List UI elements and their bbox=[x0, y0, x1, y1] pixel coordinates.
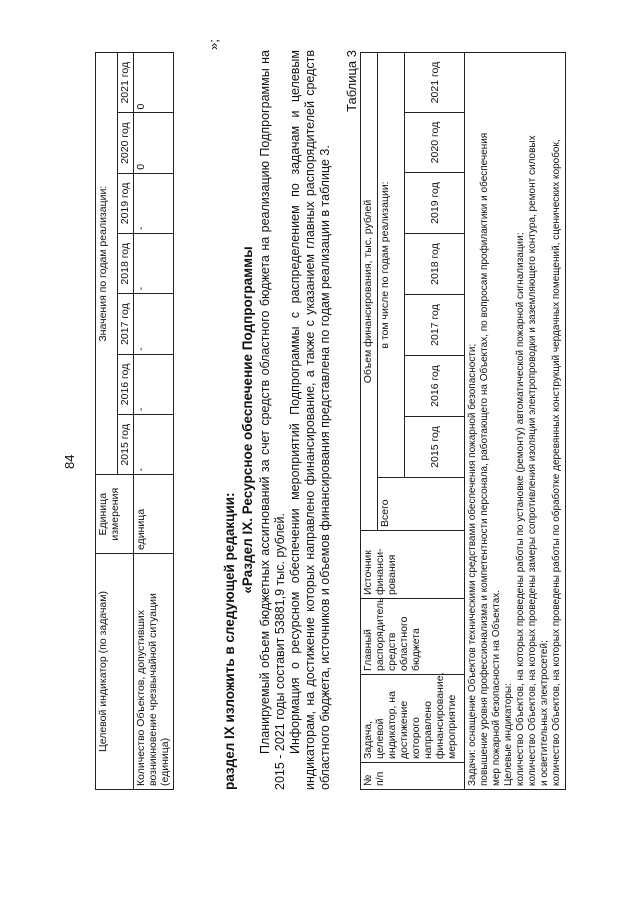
year-header: 2021 год bbox=[118, 53, 134, 113]
year-header: 2018 год bbox=[405, 234, 465, 295]
year-header: 2020 год bbox=[405, 113, 465, 173]
closing-quote: »; bbox=[206, 39, 221, 50]
tasks-cell bbox=[465, 53, 566, 790]
value-cell: - bbox=[134, 173, 174, 233]
year-header: 2016 год bbox=[118, 354, 134, 414]
value-cell: - bbox=[134, 234, 174, 294]
value-cell: 0 bbox=[134, 53, 174, 113]
year-header: 2019 год bbox=[405, 173, 465, 234]
header-incl: в том числе по годам реализации: bbox=[378, 53, 405, 478]
paragraph-info: Информация о ресурсном обеспечении мероприятий Подпрограммы с распределением по задачам и целевым индикаторам, на достижение которых направлено финансирование, а также с указанием главных распорядителей средств областного бюджета, источников и объемов финансирования представлена по годам реализации в таблице 3. bbox=[288, 50, 332, 790]
value-cell: 0 bbox=[134, 113, 174, 173]
header-source: Источник финанси-рования bbox=[361, 531, 465, 599]
paragraph-budget: Планируемый объем бюджетных ассигнований за счет средств областного бюджета на реализацию Подпрограммы на 2015 - 2021 годы составит 53881,9 тыс. рублей. bbox=[258, 50, 287, 790]
page-number: 84 bbox=[62, 454, 77, 469]
year-header: 2017 год bbox=[118, 294, 134, 354]
year-header: 2015 год bbox=[118, 415, 134, 475]
task-line: и осветительных электросетей; bbox=[539, 640, 550, 786]
header-num: № п/п bbox=[361, 763, 465, 790]
year-header: 2020 год bbox=[118, 113, 134, 173]
value-cell: - bbox=[134, 294, 174, 354]
year-header: 2021 год bbox=[405, 53, 465, 113]
header-manager: Главный распорядитель средств областного бюджета bbox=[361, 599, 465, 675]
table-label: Таблица 3 bbox=[344, 50, 359, 112]
value-cell: - bbox=[134, 354, 174, 414]
year-header: 2018 год bbox=[118, 234, 134, 294]
unit-cell: единица bbox=[134, 475, 174, 554]
year-header: 2017 год bbox=[405, 295, 465, 356]
year-header: 2019 год bbox=[118, 173, 134, 233]
header-total: Всего bbox=[378, 478, 465, 531]
indicator-cell: Количество Объектов, допустивших возникновение чрезвычайной ситуации (единица) bbox=[134, 554, 174, 790]
task-line: количество Объектов, на которых проведены замеры сопротивления изоляции электропроводки и заземляющего контура, ремонт силовых bbox=[527, 135, 538, 786]
resources-table bbox=[360, 52, 566, 790]
header-task: Задача, целевой индикатор, на достижение которого направлено финансирование, мероприятие bbox=[361, 675, 465, 763]
task-line: количество Объектов, на которых проведены работы по установке (ремонту) автоматической пожарной сигнализации; bbox=[515, 232, 526, 786]
instruction-text: раздел IX изложить в следующей редакции: bbox=[222, 492, 237, 790]
value-cell: - bbox=[134, 415, 174, 475]
section-title: «Раздел IX. Ресурсное обеспечение Подпрограммы bbox=[240, 246, 255, 594]
year-header: 2016 год bbox=[405, 356, 465, 417]
task-line: мер пожарной безопасности на Объектах. bbox=[491, 589, 502, 786]
header-volume: Объем финансирования, тыс. рублей bbox=[361, 53, 378, 531]
task-line: повышение уровня профессионализма и компетентности персонала, работающего на Объектах, по вопросам профилактики и обеспечения bbox=[479, 132, 490, 786]
indicator-table bbox=[95, 52, 174, 790]
header-values: Значения по годам реализации: bbox=[96, 53, 118, 475]
task-line: Целевые индикаторы: bbox=[503, 683, 514, 786]
year-header: 2015 год bbox=[405, 417, 465, 478]
header-unit: Единица измерения bbox=[96, 475, 134, 554]
task-line: Задачи: оснащение Объектов техническими средствами обеспечения пожарной безопасности; bbox=[467, 343, 478, 786]
task-line: количество Объектов, на которых проведены работы по обработке деревянных конструкций чердачных помещений, сценических коробок, bbox=[551, 139, 562, 786]
header-indicator: Целевой индикатор (по задачам) bbox=[96, 554, 134, 790]
